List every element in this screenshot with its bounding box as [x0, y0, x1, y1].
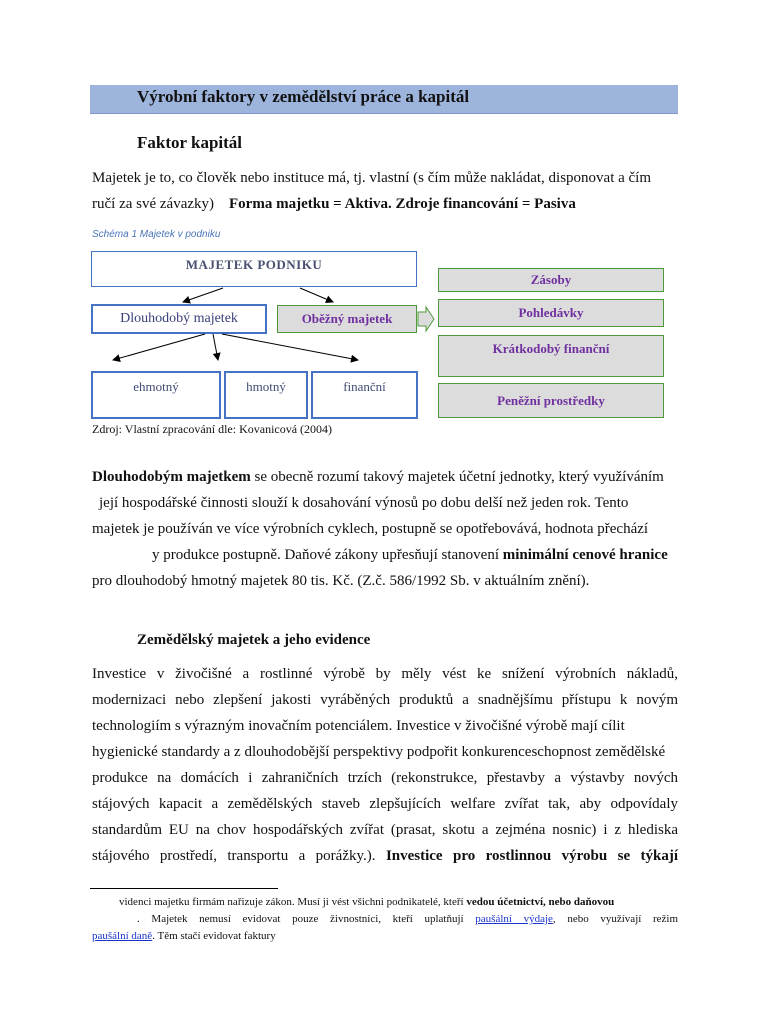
section2-line-7: standardům EU na chov hospodářských zvířat (prasat, skotu a zejména nosnic) i z hlediska	[92, 822, 678, 838]
page-title: Výrobní faktory v zemědělství práce a kapitál	[137, 87, 470, 106]
inventory-box: Zásoby	[438, 268, 664, 292]
arrow-root-to-long-term	[183, 288, 223, 302]
financial-box: finanční	[311, 371, 418, 419]
para1-line-5: pro dlouhodobý hmotný majetek 80 tis. Kč. (Z.č. 586/1992 Sb. v aktuálním znění).	[92, 573, 590, 589]
para1-line-4-bold: minimální cenové hranice	[502, 547, 668, 563]
intro-line-1: Majetek je to, co člověk nebo instituce má, tj. vlastní (s čím může nakládat, disponovat a čím	[92, 170, 652, 186]
diagram-caption: Schéma 1 Majetek v podniku	[92, 229, 221, 240]
diagram-arrows	[0, 0, 768, 440]
footnote-separator	[90, 888, 278, 889]
section2-line-3: technologiím s výrazným inovačním potenciálem. Investice v živočišné výrobě mají cílit	[92, 718, 625, 734]
para1-line-3: majetek je používán ve více výrobních cyklech, postupně se opotřebovává, hodnota přechází	[92, 521, 649, 537]
arrow-to-tangible	[213, 334, 218, 360]
footnote-line-1-text: videnci majetku firmám nařizuje zákon. Musí ji vést všichni podnikatelé, kteří	[119, 896, 464, 908]
para1-line-2: její hospodářské činnosti slouží k dosahování výnosů po dobu delší než jeden rok. Tento	[99, 495, 629, 511]
arrow-to-intangible	[113, 334, 205, 360]
diagram-source: Zdroj: Vlastní zpracování dle: Kovanicová (2004)	[92, 422, 333, 436]
cash-box: Peněžní prostředky	[438, 383, 664, 418]
majetek-podniku-box: MAJETEK PODNIKU	[91, 251, 417, 287]
para1-line-1-text: se obecně rozumí takový majetek účetní jednotky, který využíváním	[254, 469, 664, 485]
intro-line-2-text: ručí za své závazky)	[92, 196, 215, 212]
section2-heading: Zemědělský majetek a jeho evidence	[137, 632, 371, 648]
footnote-line-2-rest: , nebo využívají režim	[552, 913, 679, 925]
arrow-to-financial	[222, 334, 358, 360]
block-arrow-to-current-children	[418, 307, 434, 331]
section2-line-4: hygienické standardy a z dlouhodobější perspektivy podpořit konkurenceschopnost zemědělské	[92, 744, 666, 760]
footnote-line-2	[137, 911, 678, 928]
section2-line-8-text: stájového prostředí, transportu a porážky.).	[92, 848, 376, 864]
intangible-box: ehmotný	[91, 371, 221, 419]
footnote-line-1-bold: vedou účetnictví, nebo daňovou	[466, 896, 615, 908]
footnote-line-1	[119, 894, 614, 911]
tangible-box: hmotný	[224, 371, 308, 419]
para1-line-4	[152, 542, 668, 568]
section2-line-5: produkce na domácích i zahraničních trzích (rekonstrukce, přestavby a výstavby nových	[92, 770, 678, 786]
pausalni-dane-link[interactable]: paušální daně	[92, 930, 153, 942]
section2-line-8-bold: Investice pro rostlinnou výrobu se týkají	[385, 848, 679, 864]
para1-term: Dlouhodobým majetkem	[92, 469, 251, 485]
footnote-line-3-rest: . Těm stačí evidovat faktury	[152, 930, 276, 942]
short-term-financial-box: Krátkodobý finanční	[438, 335, 664, 377]
section2-line-1: Investice v živočišné a rostlinné výrobě by měly vést ke snížení výrobních nákladů,	[92, 666, 678, 682]
section2-line-2: modernizaci nebo zlepšení jakosti vyráběných produktů a snadnějšímu přístupu k novým	[92, 692, 678, 708]
pausalni-vydaje-link[interactable]: paušální výdaje	[475, 913, 553, 925]
para1-line-1	[92, 464, 664, 490]
intro-line-2-bold: Forma majetku = Aktiva. Zdroje financování = Pasiva	[229, 196, 576, 212]
arrow-root-to-current	[300, 288, 333, 302]
section2-line-8	[92, 843, 678, 869]
footnote-line-2-text: . Majetek nemusí evidovat pouze živnostníci, kteří uplatňují	[137, 913, 464, 925]
current-assets-box: Oběžný majetek	[277, 305, 417, 333]
para1-line-4-text: y produkce postupně. Daňové zákony upřesňují stanovení	[152, 547, 499, 563]
section-heading: Faktor kapitál	[137, 133, 243, 152]
section2-line-6: stájových kapacit a zemědělských staveb zlepšujících welfare zvířat tak, aby odpovídaly	[92, 796, 678, 812]
footnote-line-3	[92, 928, 276, 945]
receivables-box: Pohledávky	[438, 299, 664, 327]
long-term-assets-box: Dlouhodobý majetek	[91, 304, 267, 334]
